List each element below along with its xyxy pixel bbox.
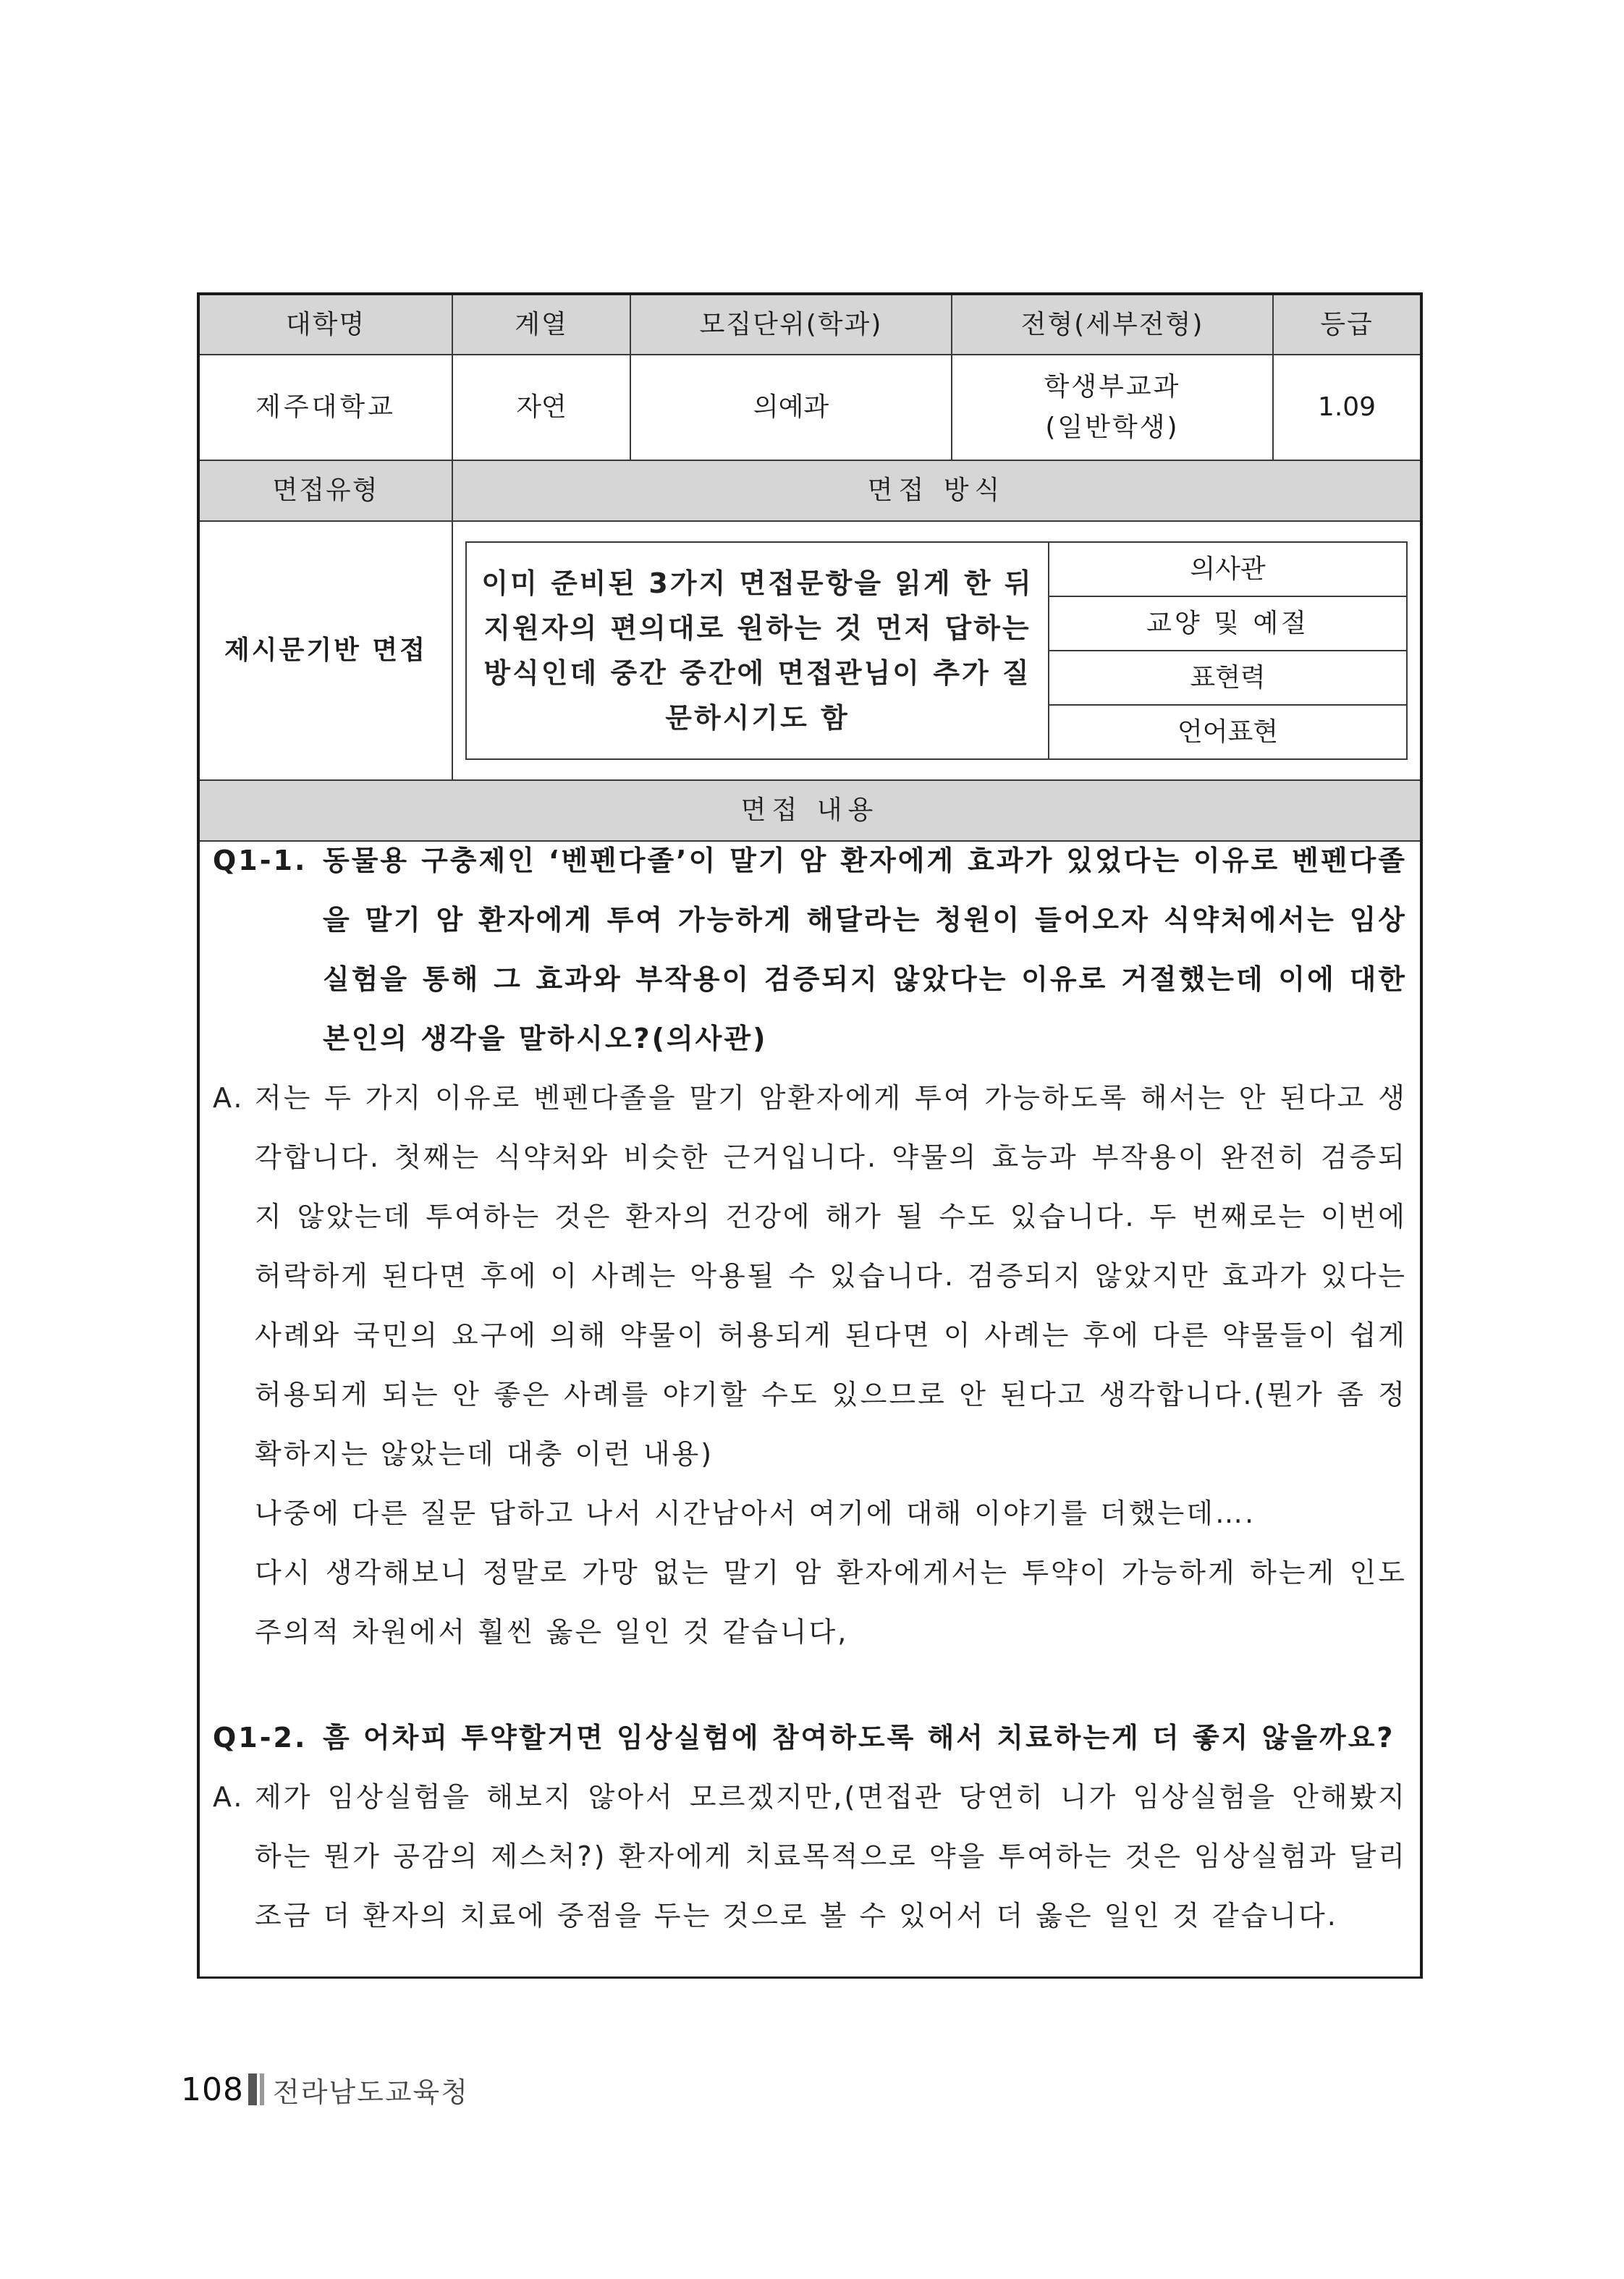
answer-followup: 나중에 다른 질문 답하고 나서 시간남아서 여기에 대해 이야기를 더했는데…. <box>255 1497 1256 1529</box>
answer <box>213 1767 1407 1945</box>
question <box>213 831 1407 1068</box>
grade-cell: 1.09 <box>1273 355 1420 460</box>
question-number: Q1-2. <box>213 1722 308 1754</box>
interview-content-header: 면접 내용 <box>200 780 1420 841</box>
criteria-item: 언어표현 <box>1049 705 1407 759</box>
method-table <box>465 541 1408 760</box>
answer-text: 제가 임상실험을 해보지 않아서 모르겠지만,(면접관 당연히 니가 임상실험을 안해봤지 하는 뭔가 공감의 제스처?) 환자에게 치료목적으로 약을 투여하는 것은 임상실험과 달리 조금 더 환자의 치료에 중점을 두는 것으로 볼 수 있어서 더 옳은 일인 것 같습니다. <box>255 1781 1407 1932</box>
page-number: 108 <box>181 2071 244 2108</box>
criteria-item: 교양 및 예절 <box>1049 596 1407 651</box>
question-number: Q1-1. <box>213 845 308 876</box>
qa-block <box>213 1708 1407 1945</box>
answer-body <box>255 1068 1407 1662</box>
interview-type-value: 제시문기반 면접 <box>200 521 452 780</box>
info-table <box>200 295 1420 842</box>
admission-type: 학생부교과 <box>1044 372 1181 402</box>
question-text: 동물용 구충제인 ‘벤펜다졸’이 말기 암 환자에게 효과가 있었다는 이유로 벤펜다졸을 말기 암 환자에게 투여 가능하게 해달라는 청원이 들어오자 식약처에서는 임상실험을 통해 그 효과와 부작용이 검증되지 않았다는 이유로 거절했는데 이에 대한 본인의 생각을 말하시오?(의사관) <box>323 845 1407 1054</box>
track-cell: 자연 <box>452 355 630 460</box>
type-value-row <box>200 521 1420 780</box>
footer-divider-icon <box>248 2073 264 2105</box>
method-description: 이미 준비된 3가지 면접문항을 읽게 한 뒤 지원자의 편의대로 원하는 것 먼저 답하는 방식인데 중간 중간에 면접관님이 추가 질문하시기도 함 <box>466 542 1049 759</box>
header-row <box>200 295 1420 355</box>
interview-content <box>213 831 1407 1945</box>
interview-record-frame <box>197 292 1423 1979</box>
department-cell: 의예과 <box>630 355 952 460</box>
header-grade: 등급 <box>1273 295 1420 355</box>
admission-subtype: (일반학생) <box>1045 413 1180 442</box>
value-row <box>200 355 1420 460</box>
interview-type-header: 면접유형 <box>200 460 452 521</box>
answer-followup: 다시 생각해보니 정말로 가망 없는 말기 암 환자에게서는 투약이 가능하게 하는게 인도주의적 차원에서 훨씬 옳은 일인 것 같습니다, <box>255 1557 1407 1648</box>
question-text: 흠 어차피 투약할거면 임상실험에 참여하도록 해서 치료하는게 더 좋지 않을까요? <box>323 1722 1395 1754</box>
question <box>213 1708 1407 1767</box>
header-track: 계열 <box>452 295 630 355</box>
criteria-item: 의사관 <box>1049 542 1407 596</box>
organization-name: 전라남도교육청 <box>272 2076 469 2108</box>
interview-method-header: 면접 방식 <box>452 460 1420 521</box>
university-cell: 제주대학교 <box>200 355 452 460</box>
answer-label: A. <box>213 1082 245 1114</box>
type-header-row <box>200 460 1420 521</box>
page-footer <box>181 2064 469 2115</box>
header-admission: 전형(세부전형) <box>952 295 1273 355</box>
interview-method-cell <box>452 521 1420 780</box>
header-department: 모집단위(학과) <box>630 295 952 355</box>
qa-block <box>213 831 1407 1662</box>
criteria-item: 표현력 <box>1049 651 1407 705</box>
answer-label: A. <box>213 1781 245 1813</box>
answer <box>213 1068 1407 1662</box>
header-university: 대학명 <box>200 295 452 355</box>
answer-text: 저는 두 가지 이유로 벤펜다졸을 말기 암환자에게 투여 가능하도록 해서는 안 된다고 생각합니다. 첫째는 식약처와 비슷한 근거입니다. 약물의 효능과 부작용이 완전히 검증되지 않았는데 투여하는 것은 환자의 건강에 해가 될 수도 있습니다. 두 번째로는 이번에 허락하게 된다면 후에 이 사례는 악용될 수 있습니다. 검증되지 않았지만 효과가 있다는 사례와 국민의 요구에 의해 약물이 허용되게 된다면 이 사례는 후에 다른 약물들이 쉽게 허용되게 되는 안 좋은 사례를 야기할 수도 있으므로 안 된다고 생각합니다.(뭔가 좀 정확하지는 않았는데 대충 이런 내용) <box>255 1082 1407 1470</box>
admission-cell <box>952 355 1273 460</box>
